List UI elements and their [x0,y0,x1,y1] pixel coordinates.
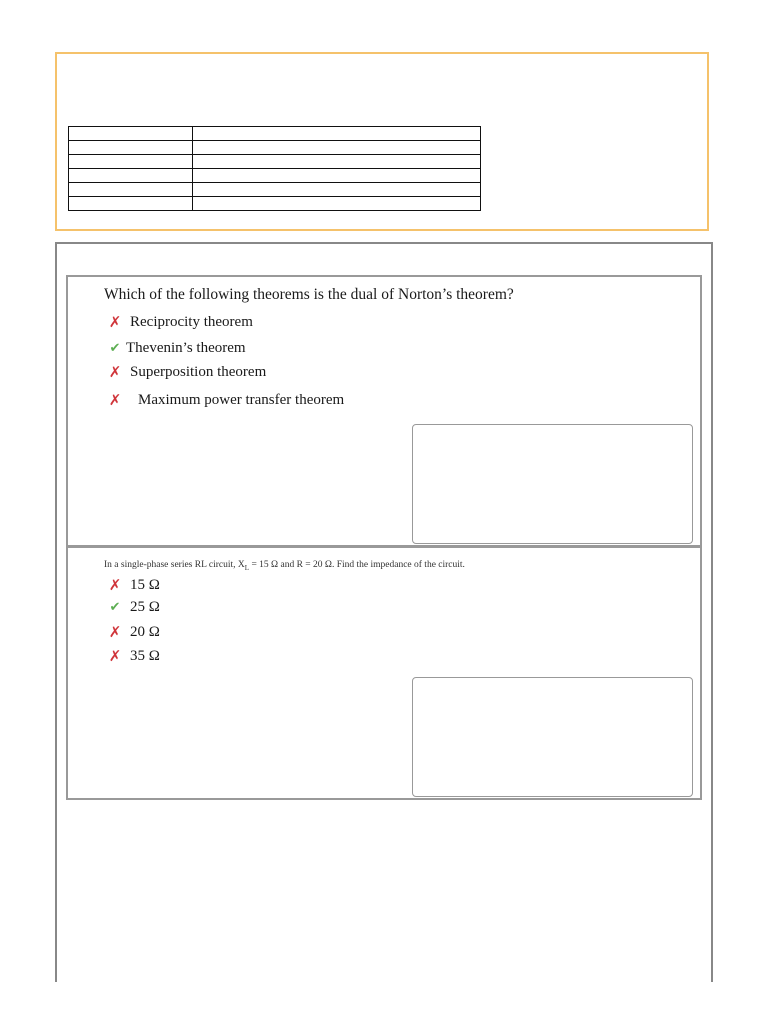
option-label: 25 Ω [130,599,160,615]
subscript: L [244,563,250,572]
option-15-ohm[interactable] [104,576,160,594]
option-label: Thevenin’s theorem [126,340,246,356]
table-cell [69,197,193,211]
check-icon: ✔ [109,600,121,615]
table-cell [193,155,481,169]
option-thevenin[interactable] [104,340,246,357]
option-label: Maximum power transfer theorem [138,391,345,408]
table-row [69,155,481,169]
table-cell [193,127,481,141]
incorrect-icon: ✗ [108,647,122,665]
option-label: 15 Ω [130,576,160,593]
incorrect-icon: ✗ [108,363,122,381]
table-cell [69,155,193,169]
table-cell [69,127,193,141]
answer-area[interactable] [412,677,693,797]
option-label: 35 Ω [130,647,160,664]
table-row [69,197,481,211]
option-25-ohm[interactable] [104,599,160,616]
table-cell [69,169,193,183]
question-text-part: In a single-phase series RL circuit, X [104,560,245,570]
check-icon: ✔ [109,341,121,356]
incorrect-icon: ✗ [108,391,122,409]
table-row [69,183,481,197]
option-35-ohm[interactable] [104,647,160,665]
info-table [68,126,481,211]
table-cell [193,141,481,155]
option-label: 20 Ω [130,623,160,640]
incorrect-icon: ✗ [108,313,122,331]
table-cell [193,197,481,211]
question-text: Which of the following theorems is the dual of Norton’s theorem? [104,286,514,303]
incorrect-icon: ✗ [108,576,122,594]
question-text [104,560,465,572]
table-row [69,141,481,155]
incorrect-icon: ✗ [108,623,122,641]
question-card-2 [66,546,702,800]
option-label: Reciprocity theorem [130,313,253,330]
table-row [69,169,481,183]
option-superposition[interactable] [104,363,266,381]
table-row [69,127,481,141]
question-card-1 [66,275,702,547]
header-info-box [55,52,709,231]
table-cell [193,169,481,183]
option-20-ohm[interactable] [104,623,160,641]
answer-area[interactable] [412,424,693,544]
table-cell [69,141,193,155]
question-text-part: = 15 Ω and R = 20 Ω. Find the impedance of the circuit. [249,560,465,570]
option-reciprocity[interactable] [104,313,253,331]
table-cell [193,183,481,197]
table-cell [69,183,193,197]
option-label: Superposition theorem [130,363,267,380]
option-max-power[interactable] [104,391,344,409]
